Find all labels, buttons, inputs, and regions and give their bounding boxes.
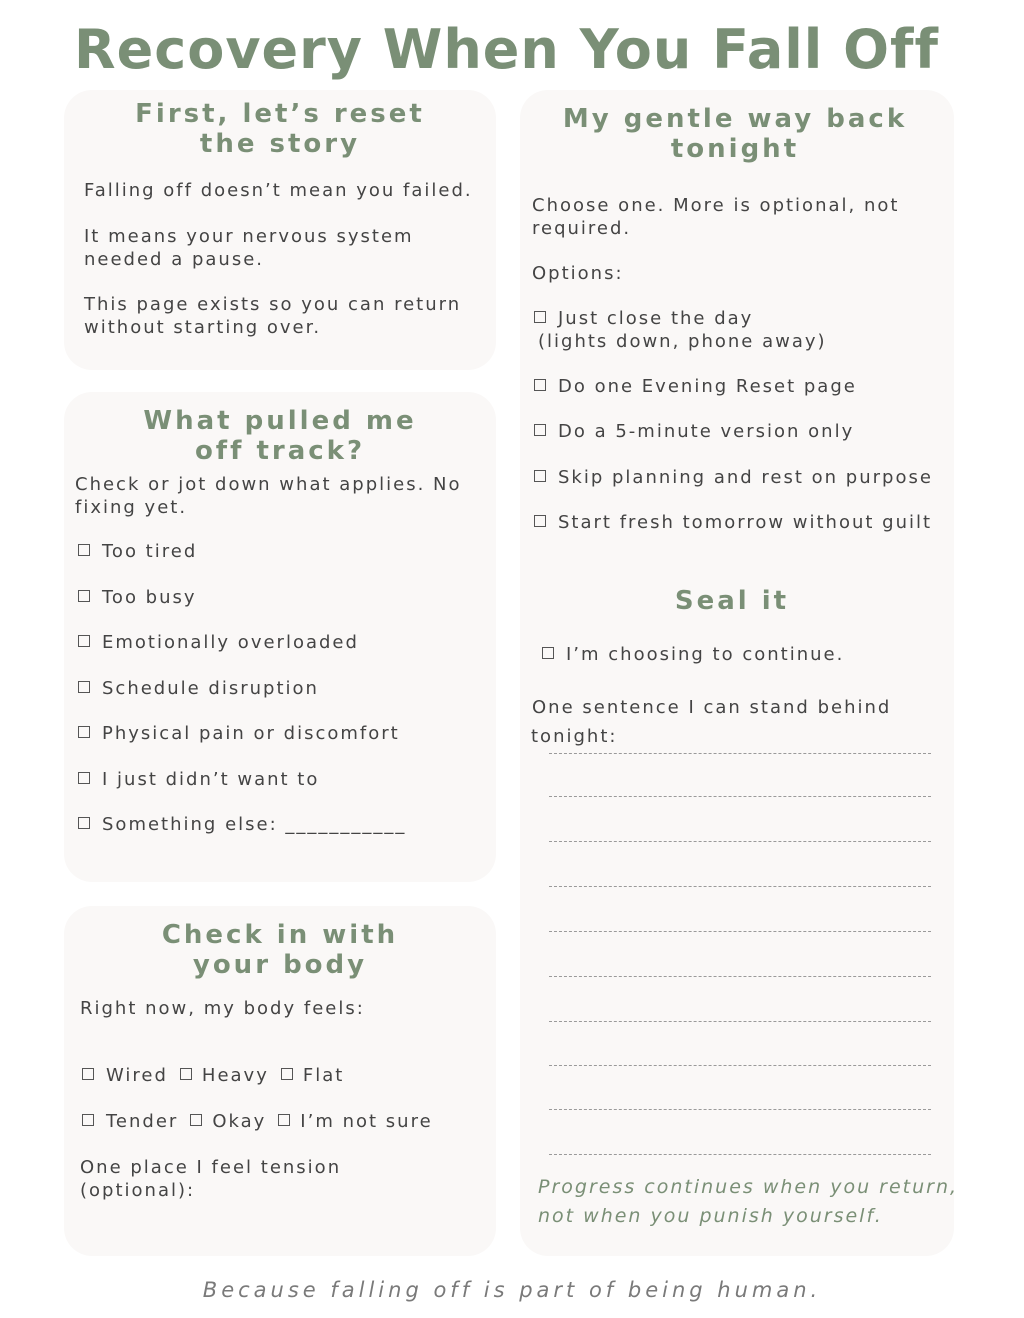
checkbox-item[interactable] — [78, 769, 319, 790]
checkbox-icon[interactable] — [78, 817, 90, 829]
checkbox-icon[interactable] — [78, 544, 90, 556]
option-tender[interactable]: Tender — [106, 1111, 179, 1132]
checkbox-icon[interactable] — [82, 1114, 94, 1126]
checkbox-label: Start fresh tomorrow without guilt — [558, 512, 933, 533]
seal-checkbox[interactable] — [542, 644, 844, 665]
option-detail: (lights down, phone away) — [538, 331, 827, 352]
reset-heading-line2: the story — [199, 129, 361, 159]
checkbox-icon[interactable] — [281, 1068, 293, 1080]
write-line[interactable] — [549, 1109, 931, 1110]
checkbox-label: Do a 5-minute version only — [558, 421, 855, 442]
checkbox-label: Schedule disruption — [102, 678, 319, 699]
gentle-heading-line2: tonight — [670, 134, 800, 164]
checkbox-label: Emotionally overloaded — [102, 632, 359, 653]
checkbox-icon[interactable] — [180, 1068, 192, 1080]
write-line[interactable] — [549, 976, 931, 977]
write-line[interactable] — [549, 753, 931, 754]
body-heading-line1: Check in with — [161, 920, 399, 950]
body-feelings-row-2 — [82, 1111, 433, 1132]
reset-text-1: Falling off doesn’t mean you failed. — [84, 180, 473, 201]
off-track-heading — [64, 406, 496, 466]
checkbox-item[interactable] — [534, 421, 854, 442]
checkbox-item[interactable] — [534, 467, 933, 488]
checkbox-icon[interactable] — [78, 681, 90, 693]
checkbox-icon[interactable] — [82, 1068, 94, 1080]
checkbox-label: Do one Evening Reset page — [558, 376, 857, 397]
checkbox-item[interactable] — [78, 632, 359, 653]
write-line[interactable] — [549, 841, 931, 842]
checkbox-label: Physical pain or discomfort — [102, 723, 400, 744]
options-label: Options: — [532, 263, 624, 284]
tension-prompt: One place I feel tension (optional): — [80, 1157, 342, 1201]
checkbox-icon[interactable] — [78, 772, 90, 784]
checkbox-icon[interactable] — [534, 470, 546, 482]
write-line[interactable] — [549, 1154, 931, 1155]
checkbox-item[interactable] — [78, 814, 406, 835]
checkbox-label: Too tired — [102, 541, 198, 562]
checkbox-icon[interactable] — [78, 590, 90, 602]
checkbox-icon[interactable] — [542, 647, 554, 659]
checkbox-label: I just didn’t want to — [102, 769, 320, 790]
checkbox-icon[interactable] — [534, 311, 546, 323]
write-line[interactable] — [549, 796, 931, 797]
checkbox-item[interactable] — [534, 308, 753, 329]
checkbox-icon[interactable] — [534, 424, 546, 436]
option-flat[interactable]: Flat — [302, 1065, 345, 1086]
reset-text-3: This page exists so you can return without starting over. — [84, 294, 462, 338]
body-feelings-row-1 — [82, 1065, 344, 1086]
checkbox-item[interactable] — [78, 541, 197, 562]
checkbox-label: Just close the day — [558, 308, 754, 329]
option-heavy[interactable]: Heavy — [201, 1065, 269, 1086]
gentle-intro: Choose one. More is optional, not required. — [532, 195, 900, 239]
off-track-intro: Check or jot down what applies. No fixing yet. — [75, 474, 462, 518]
reset-heading-line1: First, let’s reset — [135, 99, 425, 129]
reset-story-heading — [64, 99, 496, 159]
checkbox-item[interactable] — [78, 723, 400, 744]
checkbox-icon[interactable] — [534, 379, 546, 391]
reset-text-2: It means your nervous system needed a pause. — [84, 226, 414, 270]
footer-tagline: Because falling off is part of being human. — [202, 1278, 822, 1302]
checkbox-label: Skip planning and rest on purpose — [558, 467, 933, 488]
write-line[interactable] — [549, 1065, 931, 1066]
progress-note-2: not when you punish yourself. — [538, 1205, 883, 1227]
write-line[interactable] — [549, 886, 931, 887]
checkbox-label: Too busy — [102, 587, 197, 608]
checkbox-icon[interactable] — [78, 726, 90, 738]
off-track-heading-line1: What pulled me — [143, 406, 417, 436]
option-wired[interactable]: Wired — [106, 1065, 168, 1086]
sentence-prompt-1: One sentence I can stand behind — [532, 697, 892, 718]
checkbox-item[interactable] — [78, 678, 319, 699]
body-check-heading — [64, 920, 496, 980]
checkbox-icon[interactable] — [190, 1114, 202, 1126]
gentle-way-heading — [520, 104, 950, 164]
option-not-sure[interactable]: I’m not sure — [300, 1111, 433, 1132]
checkbox-item[interactable] — [534, 376, 857, 397]
progress-note-1: Progress continues when you return, — [538, 1176, 959, 1198]
write-line[interactable] — [549, 931, 931, 932]
option-okay[interactable]: Okay — [212, 1111, 267, 1132]
page-title: Recovery When You Fall Off — [74, 18, 940, 81]
seal-heading: Seal it — [674, 586, 790, 616]
checkbox-icon[interactable] — [534, 515, 546, 527]
gentle-heading-line1: My gentle way back — [562, 104, 908, 134]
off-track-heading-line2: off track? — [194, 436, 366, 466]
sentence-prompt-2: tonight: — [531, 726, 618, 747]
checkbox-icon[interactable] — [78, 635, 90, 647]
body-prompt: Right now, my body feels: — [80, 998, 365, 1019]
write-line[interactable] — [549, 1021, 931, 1022]
checkbox-item[interactable] — [78, 587, 197, 608]
checkbox-item[interactable] — [534, 512, 932, 533]
checkbox-label: Something else: ___________ — [102, 814, 407, 835]
checkbox-label: I’m choosing to continue. — [566, 644, 845, 665]
checkbox-icon[interactable] — [278, 1114, 290, 1126]
body-heading-line2: your body — [192, 950, 368, 980]
